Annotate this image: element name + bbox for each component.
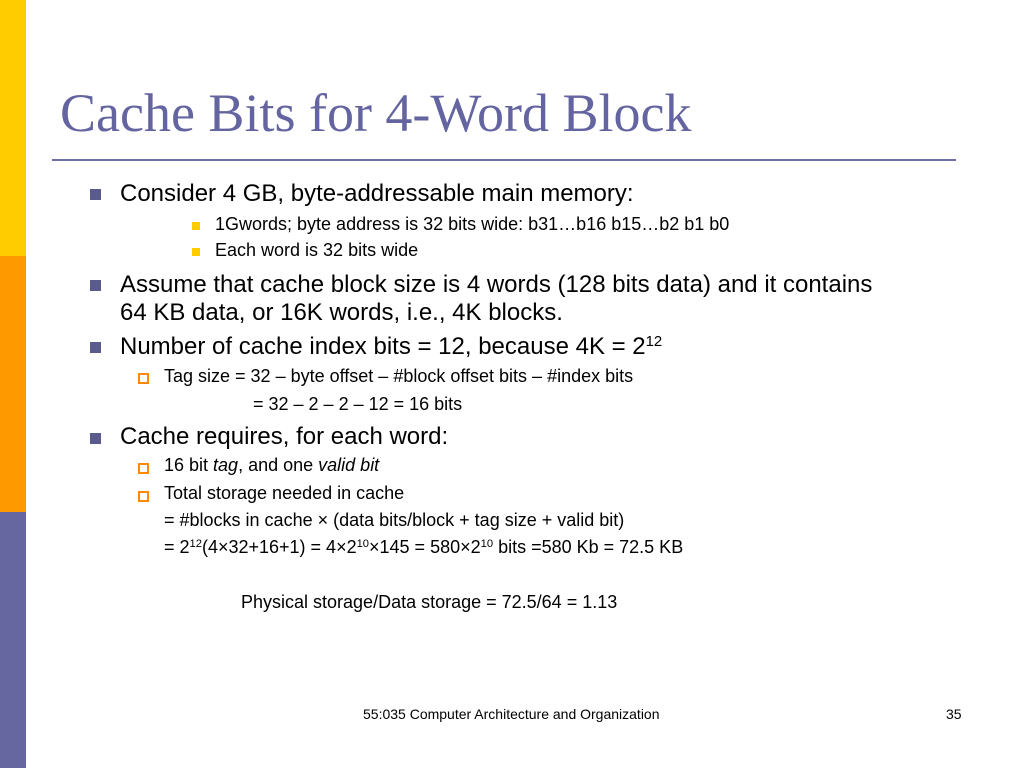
square-bullet-icon bbox=[192, 248, 200, 256]
slide-number: 35 bbox=[946, 706, 962, 722]
footer-course: 55:035 Computer Architecture and Organization bbox=[363, 706, 660, 722]
square-bullet-icon bbox=[90, 189, 101, 200]
square-bullet-icon bbox=[192, 222, 200, 230]
storage-ratio: Physical storage/Data storage = 72.5/64 = 1.13 bbox=[241, 592, 618, 612]
sub-bullet-tag-valid: 16 bit tag, and one valid bit bbox=[164, 455, 380, 475]
sub-bullet-total-storage: Total storage needed in cache bbox=[164, 483, 405, 503]
square-bullet-icon bbox=[90, 280, 101, 291]
accent-bar-yellow bbox=[0, 0, 26, 256]
bullet-block-size: Assume that cache block size is 4 words (128 bits data) and it contains bbox=[120, 271, 873, 298]
bullet-index-bits: Number of cache index bits = 12, because $4K = 2^{12}$ bbox=[120, 333, 663, 360]
storage-calculation: = $2^{12}(4\times 32+16+1) = 4\times 2^{10}\times 145 = 580\times 2^{10}$ bits =580 Kb = 72.5 KB bbox=[164, 537, 684, 557]
storage-formula: = #blocks in cache × (data bits/block + tag size + valid bit) bbox=[164, 510, 625, 530]
hollow-square-bullet-icon bbox=[138, 491, 149, 502]
accent-bar-purple bbox=[0, 512, 26, 768]
square-bullet-icon bbox=[90, 433, 101, 444]
bullet-memory: Consider 4 GB, byte-addressable main memory: bbox=[120, 180, 634, 207]
square-bullet-icon bbox=[90, 342, 101, 353]
slide-title: Cache Bits for 4-Word Block bbox=[60, 83, 692, 143]
hollow-square-bullet-icon bbox=[138, 463, 149, 474]
sub-bullet-address: 1Gwords; byte address is 32 bits wide: b31…b16 b15…b2 b1 b0 bbox=[215, 214, 730, 234]
bullet-block-size-cont: 64 KB data, or 16K words, i.e., 4K blocks. bbox=[120, 299, 563, 326]
accent-bar-orange bbox=[0, 256, 26, 512]
bullet-cache-requires: Cache requires, for each word: bbox=[120, 423, 449, 450]
sub-bullet-word-size: Each word is 32 bits wide bbox=[215, 240, 419, 260]
tag-size-result: = 32 – 2 – 2 – 12 = 16 bits bbox=[253, 394, 463, 414]
title-divider bbox=[52, 159, 956, 161]
sub-bullet-tag-size: Tag size = 32 – byte offset – #block offset bits – #index bits bbox=[164, 366, 634, 386]
hollow-square-bullet-icon bbox=[138, 373, 149, 384]
